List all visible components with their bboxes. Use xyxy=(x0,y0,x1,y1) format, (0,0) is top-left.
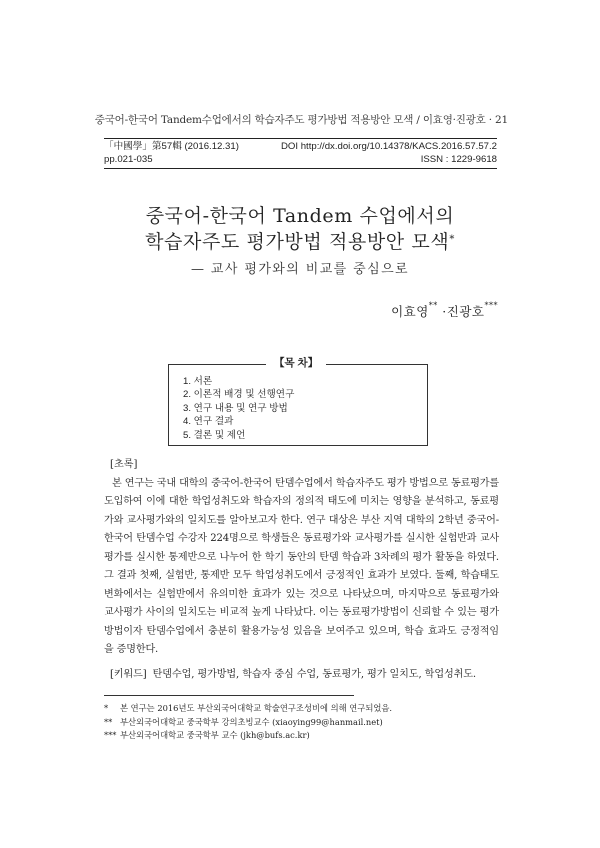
toc-item: 3. 연구 내용 및 연구 방법 xyxy=(183,402,288,414)
footnotes xyxy=(104,702,540,743)
keywords-text: 탄뎀수업, 평가방법, 학습자 중심 수업, 동료평가, 평가 일치도, 학업성취도. xyxy=(152,669,477,680)
toc-item: 1. 서론 xyxy=(183,376,213,387)
table-of-contents-box xyxy=(168,364,428,446)
abstract-section xyxy=(104,457,499,660)
footnote-rule xyxy=(104,695,354,696)
footnote-text: 부산외국어대학교 중국학부 교수 (jkh@bufs.ac.kr) xyxy=(120,730,310,741)
footnote-text: 부산외국어대학교 중국학부 강의초빙교수 (xiaoying99@hanmail.net) xyxy=(120,716,383,727)
footnote-mark: * xyxy=(104,703,109,713)
meta-bottom-rule xyxy=(104,168,497,169)
title-footnote-mark: * xyxy=(449,234,455,245)
toc-title: 【목 차】 xyxy=(266,355,326,370)
page-range: pp.021-035 xyxy=(104,153,153,165)
title-line-2 xyxy=(60,229,540,255)
toc-list xyxy=(183,375,294,442)
doi-link[interactable]: DOI http://dx.doi.org/10.14378/KACS.2016.57.57.2 xyxy=(280,141,497,152)
issn: ISSN : 1229-9618 xyxy=(420,153,497,165)
footnote-text: 본 연구는 2016년도 부산외국어대학교 학술연구조성비에 의해 연구되었음. xyxy=(120,703,393,713)
paper-title xyxy=(60,203,540,255)
footnote xyxy=(104,716,540,730)
keywords-label: [키워드] xyxy=(110,669,147,680)
author-name-2: 진광호 xyxy=(446,304,485,319)
footnote-mark: ** xyxy=(104,716,113,727)
author-line xyxy=(391,302,498,320)
toc-item: 4. 연구 결과 xyxy=(183,416,234,428)
footnote xyxy=(104,729,540,743)
author-separator: · xyxy=(442,304,447,319)
toc-item: 2. 이론적 배경 및 선행연구 xyxy=(183,389,295,401)
meta-top-rule xyxy=(104,138,497,139)
author-2-footnote-mark: *** xyxy=(484,301,498,310)
author-1-footnote-mark: ** xyxy=(428,301,438,310)
running-head: 중국어-한국어 Tandem수업에서의 학습자주도 평가방법 적용방안 모색 / 이효영·진광호 · 21 xyxy=(94,114,508,126)
publication-meta xyxy=(104,141,497,166)
title-line-1: 중국어-한국어 Tandem 수업에서의 xyxy=(145,205,455,227)
title-line-2-text: 학습자주도 평가방법 적용방안 모색 xyxy=(145,231,450,253)
abstract-label: [초록] xyxy=(110,459,138,470)
keywords-line xyxy=(110,665,499,680)
author-name-1: 이효영 xyxy=(391,304,429,319)
toc-item: 5. 결론 및 제언 xyxy=(183,429,246,441)
footnote xyxy=(104,702,540,716)
journal-issue: 「中國學」第57輯 (2016.12.31) xyxy=(104,141,239,152)
footnote-mark: *** xyxy=(104,730,117,741)
paper-subtitle: — 교사 평가와의 비교를 중심으로 xyxy=(191,262,409,277)
abstract-body: 본 연구는 국내 대학의 중국어-한국어 탄뎀수업에서 학습자주도 평가 방법으로 동료평가를 도입하여 이에 대한 학업성취도와 학습자의 정의적 태도에 미치는 영향을 분석하고, 동료평가와 교사평가와의 일치도를 알아보고자 한다. 연구 대상은 부산 지역 대학의 2학년 중국어-한국어 탄뎀수업 수강자 224명으로 학생들은 동료평가와 교사평가를 실시한 실험반과 교사평가를 실시한 통제반으로 나누어 한 학기 동안의 탄뎀 학습과 3차례의 평가 활동을 하였다. 그 결과 첫째, 실험반, 통제반 모두 학업성취도에서 긍정적인 효과가 보였다. 둘째, 학습태도 변화에서는 실험반에서 유의미한 효과가 있는 것으로 나타났으며, 마지막으로 동료평가와 교사평가 사이의 일치도는 비교적 높게 나타났다. 이는 동료평가방법이 신뢰할 수 있는 평가방법이자 탄뎀수업에서 충분히 활용가능성 있음을 보여주고 있으며, 학습 효과도 긍정적임을 증명한다. xyxy=(104,478,499,656)
